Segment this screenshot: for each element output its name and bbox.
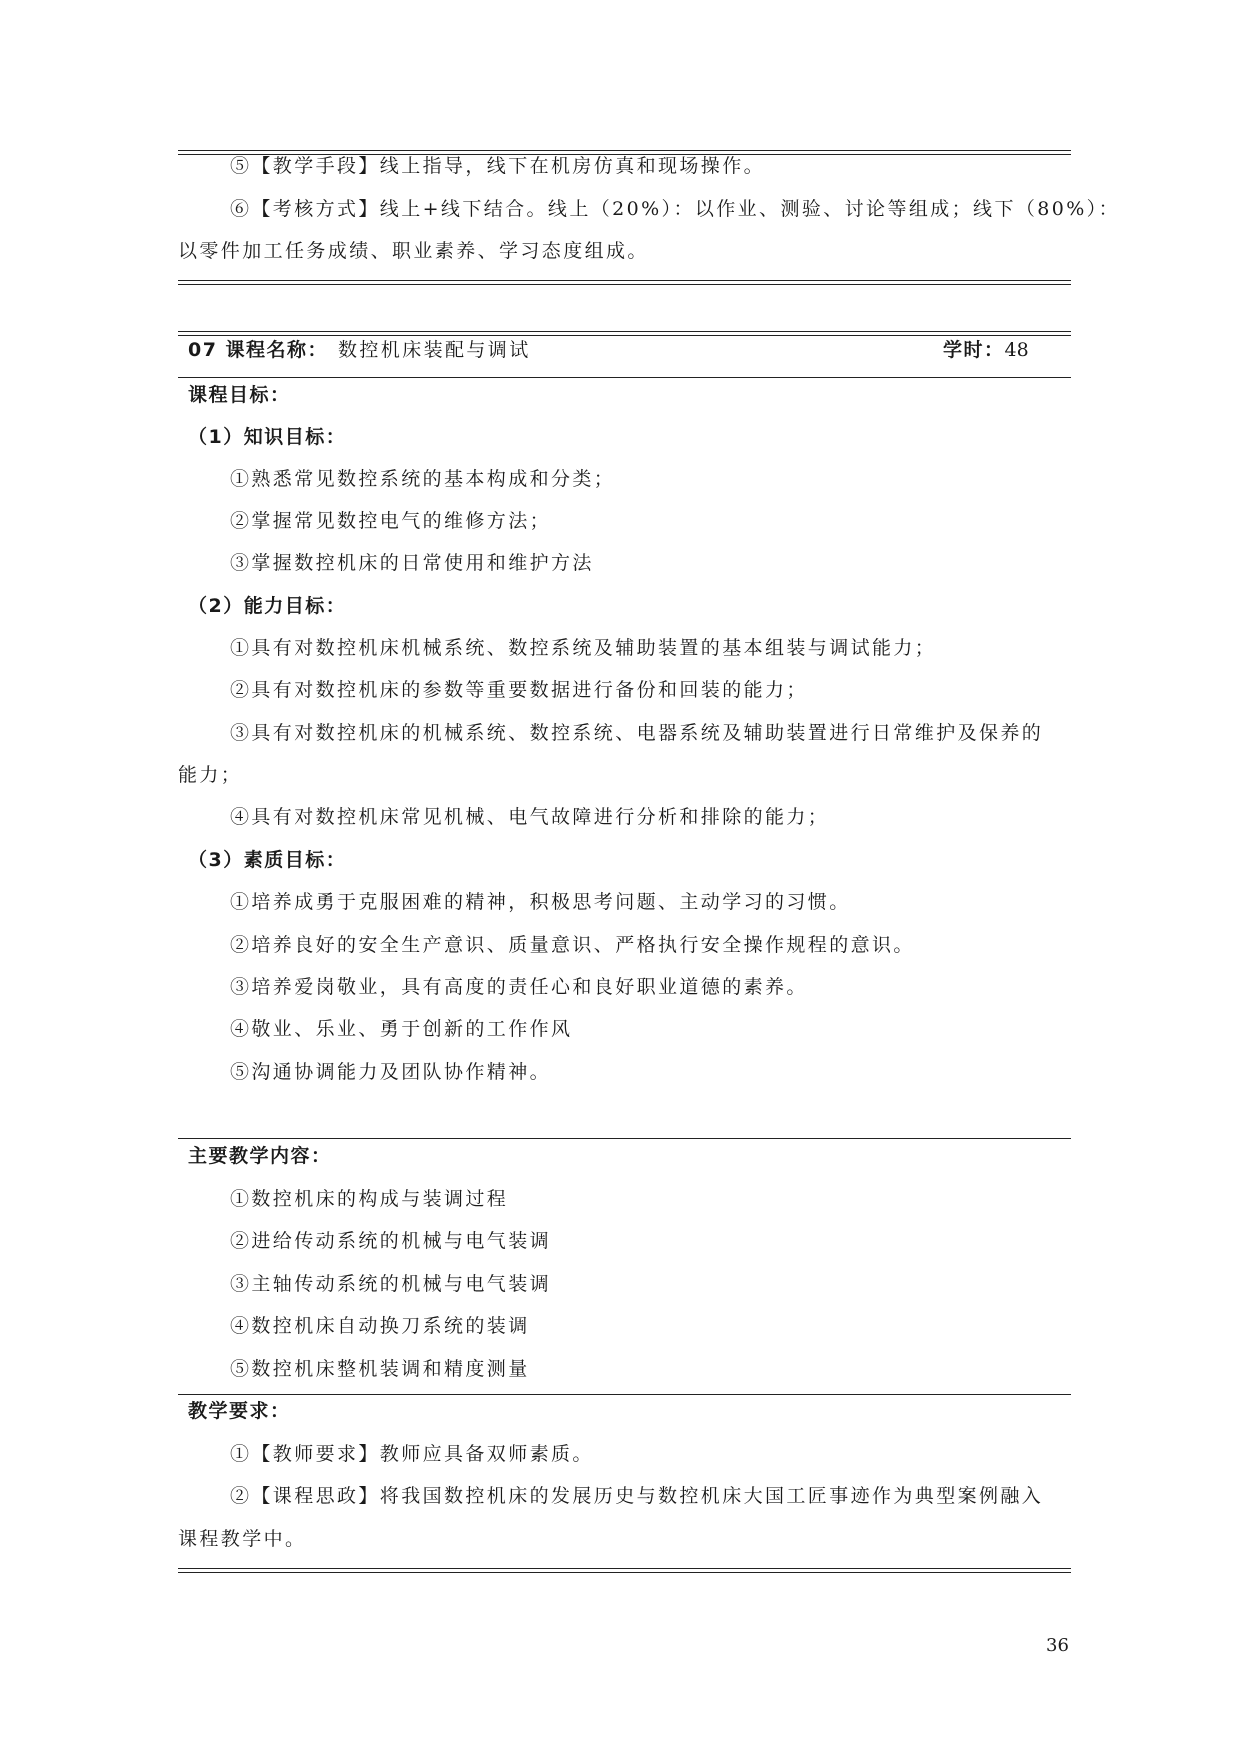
course-header [178,335,1071,365]
requirements-top-rule [178,1394,1071,1395]
quality-item: ④敬业、乐业、勇于创新的工作作风 [230,1018,573,1040]
assessment-line-continued: 以零件加工任务成绩、职业素养、学习态度组成。 [178,240,649,262]
knowledge-item: ③掌握数控机床的日常使用和维护方法 [230,552,594,574]
top-block-bottom-rule [178,280,1071,285]
quality-item: ⑤沟通协调能力及团队协作精神。 [230,1061,552,1083]
ability-item-continued: 能力； [178,764,243,786]
ability-heading: （2）能力目标： [188,595,347,617]
ability-item: ④具有对数控机床常见机械、电气故障进行分析和排除的能力； [230,806,830,828]
requirements-item-continued: 课程教学中。 [178,1528,307,1550]
objectives-title: 课程目标： [188,384,291,406]
main-content-item: ②进给传动系统的机械与电气装调 [230,1230,552,1252]
main-content-item: ③主轴传动系统的机械与电气装调 [230,1273,552,1295]
main-content-item: ⑤数控机床整机装调和精度测量 [230,1358,530,1380]
hours-value: 48 [1004,339,1029,361]
quality-heading: （3）素质目标： [188,849,347,871]
course-hours [943,335,1029,365]
course-header-bottom-rule [178,377,1071,378]
main-content-title: 主要教学内容： [188,1145,332,1167]
knowledge-heading: （1）知识目标： [188,426,347,448]
knowledge-item: ②掌握常见数控电气的维修方法； [230,510,552,532]
assessment-line: ⑥【考核方式】线上+线下结合。线上（20%）：以作业、测验、讨论等组成；线下（80%）： [230,198,1120,220]
ability-item: ①具有对数控机床机械系统、数控系统及辅助装置的基本组装与调试能力； [230,637,937,659]
hours-label: 学时： [943,339,1005,361]
knowledge-item: ①熟悉常见数控系统的基本构成和分类； [230,468,616,490]
ability-item: ②具有对数控机床的参数等重要数据进行备份和回装的能力； [230,679,808,701]
requirements-item: ①【教师要求】教师应具备双师素质。 [230,1443,594,1465]
quality-item: ①培养成勇于克服困难的精神，积极思考问题、主动学习的习惯。 [230,891,851,913]
requirements-item: ②【课程思政】将我国数控机床的发展历史与数控机床大国工匠事迹作为典型案例融入 [230,1485,1044,1507]
teaching-means-line: ⑤【教学手段】线上指导，线下在机房仿真和现场操作。 [230,155,766,177]
requirements-title: 教学要求： [188,1400,291,1422]
course-name-label: 07 课程名称： [188,339,329,361]
page-number: 36 [1046,1635,1069,1656]
requirements-bottom-rule [178,1568,1071,1573]
main-content-top-rule [178,1138,1071,1139]
main-content-item: ①数控机床的构成与装调过程 [230,1188,509,1210]
ability-item: ③具有对数控机床的机械系统、数控系统、电器系统及辅助装置进行日常维护及保养的 [230,722,1044,744]
quality-item: ③培养爱岗敬业，具有高度的责任心和良好职业道德的素养。 [230,976,808,998]
quality-item: ②培养良好的安全生产意识、质量意识、严格执行安全操作规程的意识。 [230,934,915,956]
course-name: 数控机床装配与调试 [338,339,531,361]
main-content-item: ④数控机床自动换刀系统的装调 [230,1315,530,1337]
